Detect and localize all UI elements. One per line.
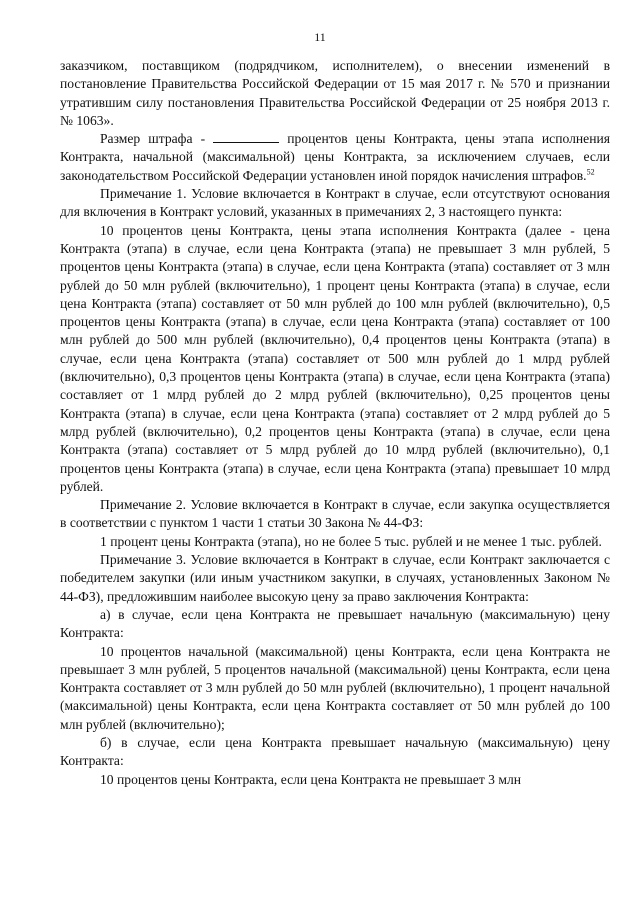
paragraph-note-3: Примечание 3. Условие включается в Контракт в случае, если Контракт заключается с победителем закупки (или иным участником закупки, в случаях, установленных Законом № 44-ФЗ), предложившим наиболее высокую цену за право заключения Контракта: (60, 552, 610, 604)
document-body (60, 57, 610, 789)
paragraph-case-b-scale: 10 процентов цены Контракта, если цена Контракта не превышает 3 млн (100, 771, 522, 787)
paragraph-continuation: заказчиком, поставщиком (подрядчиком, исполнителем), о внесении изменений в постановление Правительства Российской Федерации от 15 мая 2017 г. № 570 и признании утратившим силу постановления Правительства Российской Федерации от 25 ноября 2013 г. № 1063». (60, 58, 610, 128)
paragraph-case-b: б) в случае, если цена Контракта превышает начальную (максимальную) цену Контракта: (60, 734, 610, 769)
penalty-label: Размер штрафа - (100, 131, 206, 147)
paragraph-penalty-scale: 10 процентов цены Контракта, цены этапа исполнения Контракта (далее - цена Контракта (этапа) в случае, если цена Контракта (этапа) не превышает 3 млн рублей, 5 процентов цены Контракта (этапа) в случае, если цена Контракта (этапа) составляет от 3 млн рублей до 50 млн рублей (включительно), 1 процент цены Контракта (этапа) в случае, если цена Контракта (этапа) составляет от 50 млн рублей до 100 млн рублей (включительно), 0,5 процентов цены Контракта (этапа) в случае, если цена Контракта (этапа) составляет от 100 млн рублей до 500 млн рублей (включительно), 0,4 процентов цены Контракта (этапа) в случае, если цена Контракта (этапа) составляет от 500 млн рублей до 1 млрд рублей (включительно), 0,3 процентов цены Контракта (этапа) в случае, если цена Контракта (этапа) составляет от 1 млрд рублей до 2 млрд рублей (включительно), 0,25 процентов цены Контракта (этапа) в случае, если цена Контракта (этапа) составляет от 2 млрд рублей до 5 млрд рублей (включительно), 0,2 процентов цены Контракта (этапа) в случае, если цена Контракта (этапа) составляет от 5 млрд рублей до 10 млрд рублей (включительно), 0,1 процентов цены Контракта (этапа) в случае, если цена Контракта (этапа) превышает 10 млрд рублей. (60, 222, 610, 494)
paragraph-note-1: Примечание 1. Условие включается в Контракт в случае, если отсутствуют основания для включения в Контракт условий, указанных в примечаниях 2, 3 настоящего пункта: (60, 186, 610, 220)
page-number: 11 (314, 30, 326, 44)
paragraph-penalty-size (60, 130, 610, 185)
paragraph-one-percent: 1 процент цены Контракта (этапа), но не более 5 тыс. рублей и не менее 1 тыс. рублей. (100, 533, 602, 549)
paragraph-case-a: а) в случае, если цена Контракта не превышает начальную (максимальную) цену Контракта: (60, 606, 610, 641)
paragraph-note-2: Примечание 2. Условие включается в Контракт в случае, если закупка осуществляется в соответствии с пунктом 1 части 1 статьи 30 Закона № 44-ФЗ: (60, 497, 610, 531)
paragraph-case-a-scale: 10 процентов начальной (максимальной) цены Контракта, если цена Контракта не превышает 3 млн рублей, 5 процентов начальной (максимальной) цены Контракта, если цена Контракта составляет от 3 млн рублей до 50 млн рублей (включительно), 1 процент начальной (максимальной) цены Контракта, если цена Контракта составляет от 50 млн рублей до 100 млн рублей (включительно); (60, 643, 610, 732)
penalty-blank-field (213, 132, 279, 143)
penalty-text: процентов цены Контракта, цены этапа исполнения Контракта, начальной (максимальной) цены Контракта, за исключением случаев, если законодательством Российской Федерации установлен иной порядок начисления штрафов. (60, 131, 611, 183)
footnote-reference: 52 (586, 167, 595, 177)
